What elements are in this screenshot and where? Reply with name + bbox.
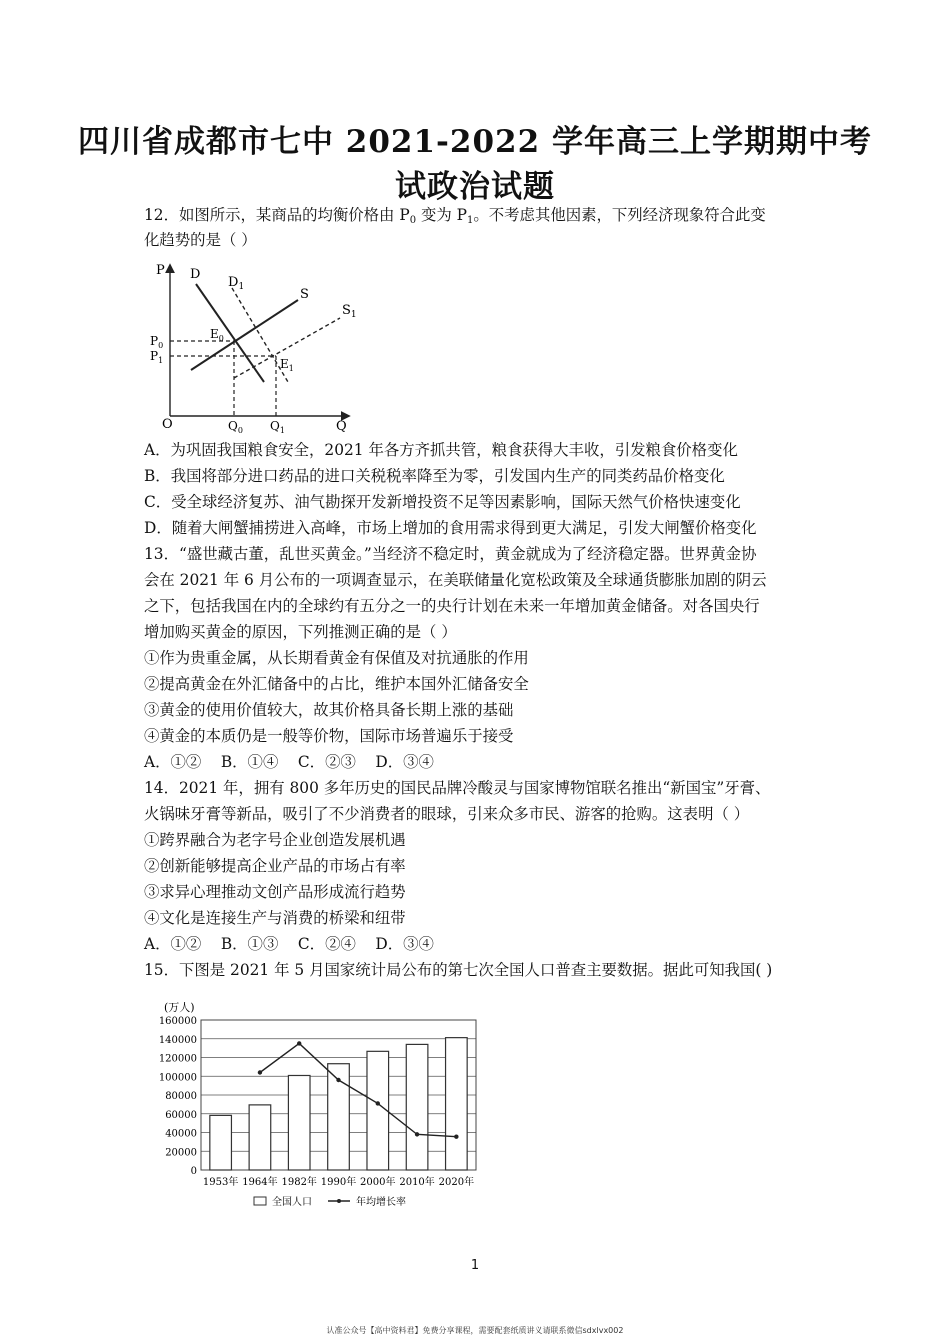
q-axis-label: Q [336, 419, 347, 434]
q0-label: $Q_0$ [228, 419, 243, 435]
doc-title-line1: 四川省成都市七中 2021-2022 学年高三上学期期中考 [77, 124, 872, 160]
population-bar [446, 1038, 468, 1170]
x-tick-label: 1982年 [281, 1177, 317, 1188]
population-bar [367, 1051, 389, 1170]
q12-option-b: B．我国将部分进口药品的进口关税税率降至为零，引发国内生产的同类药品价格变化 [144, 467, 725, 485]
y-tick-label: 160000 [158, 1016, 197, 1027]
population-bar [288, 1075, 310, 1170]
e1-label: $E_1$ [280, 357, 294, 373]
population-bar [249, 1105, 271, 1170]
q12-option-a: A．为巩固我国粮食安全，2021 年各方齐抓共管，粮食获得大丰收，引发粮食价格变化 [144, 441, 738, 459]
q14-stem-line2: 火锅味牙膏等新品，吸引了不少消费者的眼球，引来众多市民、游客的抢购。这表明（ ） [144, 805, 750, 823]
origin-label: O [162, 417, 173, 432]
x-tick-label: 2000年 [360, 1177, 396, 1188]
q1-label: $Q_1$ [270, 419, 285, 435]
growth-rate-point [297, 1041, 301, 1045]
x-tick-label: 1990年 [320, 1177, 357, 1188]
q13-item-2: ②提高黄金在外汇储备中的占比，维护本国外汇储备安全 [144, 675, 529, 693]
legend-population-label: 全国人口 [272, 1197, 312, 1208]
y-tick-label: 100000 [158, 1072, 197, 1084]
y-tick-label: 80000 [165, 1091, 197, 1102]
x-tick-label: 1953年 [202, 1177, 239, 1188]
q14-choices: A．①② B．①③ C．②④ D．③④ [144, 935, 434, 953]
legend-line-dot [337, 1199, 341, 1203]
q14-item-4: ④文化是连接生产与消费的桥梁和纽带 [144, 909, 406, 927]
population-bar [406, 1044, 428, 1170]
doc-title-line2: 试政治试题 [395, 169, 555, 205]
growth-rate-point [415, 1132, 419, 1136]
s-label: S [300, 287, 309, 302]
y-tick-label: 0 [190, 1166, 197, 1177]
x-tick-label: 2020年 [438, 1177, 475, 1188]
p1-label: $P_1$ [150, 349, 164, 365]
census-chart [146, 995, 496, 1220]
growth-rate-point [376, 1101, 380, 1105]
y-tick-label: 140000 [158, 1034, 197, 1046]
page-number: 1 [470, 1258, 480, 1273]
q12-stem-line1: 12．如图所示，某商品的均衡价格由 $P_0$ 变为 $P_1$。不考虑其他因素，下列经济现象符合此变 [144, 206, 766, 226]
q12-option-d: D．随着大闸蟹捕捞进入高峰，市场上增加的食用需求得到更大满足，引发大闸蟹价格变化 [144, 519, 757, 537]
footer-note: 认准公众号【高中资料君】免费分享课程，需要配套纸质讲义请联系微信sdxlvx002 [326, 1326, 624, 1335]
y-tick-label: 20000 [165, 1147, 197, 1159]
p0-label: $P_0$ [150, 334, 164, 350]
x-tick-label: 2010年 [399, 1177, 435, 1188]
q13-stem-line4: 增加购买黄金的原因，下列推测正确的是（ ） [144, 623, 457, 641]
y-tick-label: 40000 [165, 1128, 197, 1140]
q13-item-3: ③黄金的使用价值较大，故其价格具备长期上涨的基础 [144, 701, 514, 719]
y-tick-label: 120000 [158, 1053, 197, 1065]
q14-item-3: ③求异心理推动文创产品形成流行趋势 [144, 883, 406, 901]
q15-stem: 15．下图是 2021 年 5 月国家统计局公布的第七次全国人口普查主要数据。据此可知我国( ) [144, 961, 773, 979]
growth-rate-point [454, 1135, 458, 1139]
q12-stem-line2: 化趋势的是（ ） [144, 231, 257, 249]
q13-stem-line2: 会在 2021 年 6 月公布的一项调查显示，在美联储量化宽松政策及全球通货膨胀加剧的阴云 [144, 571, 767, 589]
population-bar [210, 1115, 232, 1170]
q13-stem-line1: 13．“盛世藏古董，乱世买黄金。”当经济不稳定时，黄金就成为了经济稳定器。世界黄金协 [144, 545, 757, 563]
x-tick-label: 1964年 [242, 1177, 278, 1188]
q14-item-2: ②创新能够提高企业产品的市场占有率 [144, 857, 406, 875]
q14-stem-line1: 14．2021 年，拥有 800 多年历史的国民品牌冷酸灵与国家博物馆联名推出“新国宝”牙膏、 [144, 779, 771, 797]
p-axis-label: P [156, 263, 165, 278]
e0-label: $E_0$ [210, 327, 224, 343]
q13-choices: A．①② B．①④ C．②③ D．③④ [144, 753, 434, 771]
legend-bar-swatch [254, 1197, 266, 1205]
q13-item-4: ④黄金的本质仍是一般等价物，国际市场普遍乐于接受 [144, 727, 514, 745]
growth-rate-point [258, 1070, 262, 1074]
q13-item-1: ①作为贵重金属，从长期看黄金有保值及对抗通胀的作用 [144, 649, 529, 667]
q12-option-c: C．受全球经济复苏、油气勘探开发新增投资不足等因素影响，国际天然气价格快速变化 [144, 493, 741, 511]
q13-stem-line3: 之下，包括我国在内的全球约有五分之一的央行计划在未来一年增加黄金储备。对各国央行 [144, 597, 760, 615]
legend-growth-label: 年均增长率 [356, 1197, 406, 1208]
d-label: D [190, 267, 201, 282]
y-tick-label: 60000 [165, 1109, 197, 1121]
supply-demand-graph [148, 258, 363, 438]
q14-item-1: ①跨界融合为老字号企业创造发展机遇 [144, 831, 406, 849]
d1-label: $D_1$ [228, 275, 245, 292]
s1-label: $S_1$ [342, 303, 357, 320]
growth-rate-point [336, 1078, 340, 1082]
y-axis-unit-label: (万人) [164, 1001, 195, 1014]
